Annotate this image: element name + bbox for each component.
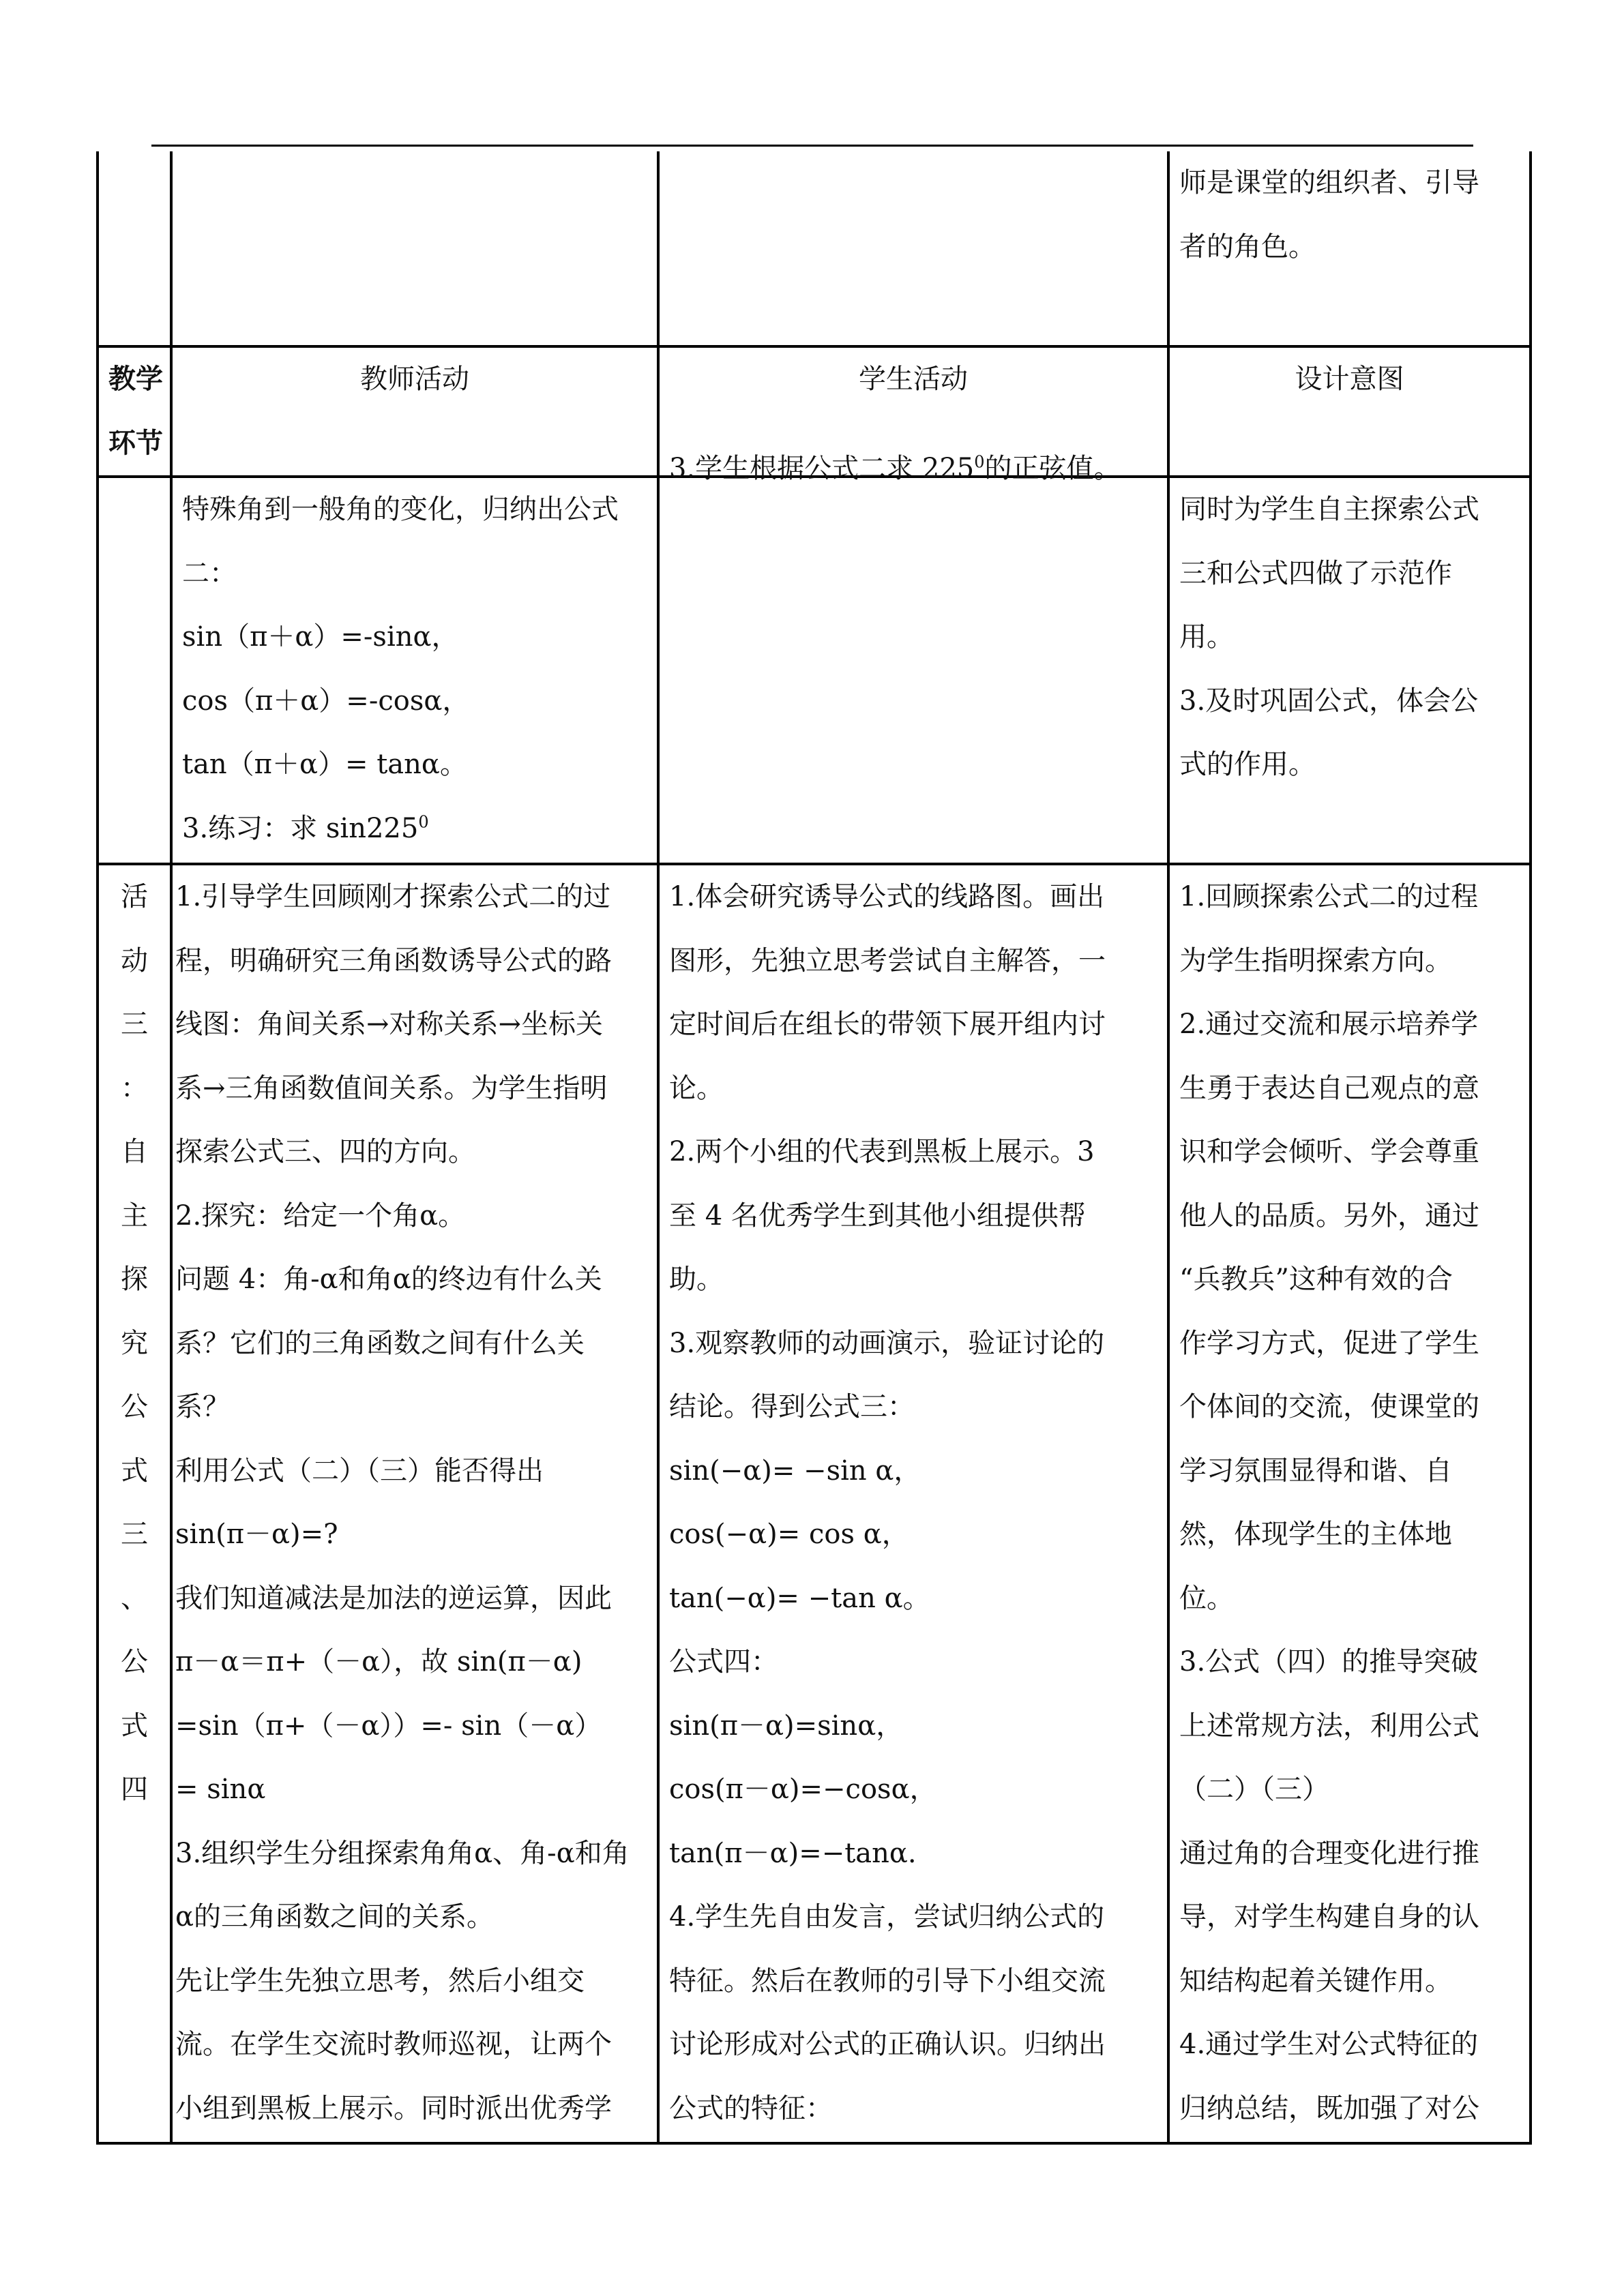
header-student-activity: 学生活动 (658, 346, 1168, 477)
section-cell-activity-three (98, 864, 171, 2143)
degree-superscript: 0 (974, 452, 985, 472)
text-line: 作学习方式，促进了学生 (1179, 1327, 1479, 1359)
text-line: 通过角的合理变化进行推 (1179, 1837, 1479, 1869)
section-char: 动 (121, 944, 148, 976)
section-char: ： (121, 1072, 148, 1104)
section-char: 公 (121, 1646, 148, 1678)
text-line: 3.及时巩固公式，体会公 (1179, 685, 1479, 717)
text-line: 位。 (1179, 1582, 1234, 1614)
text-line: 三和公式四做了示范作 (1179, 557, 1452, 589)
text-line: 论。 (669, 1072, 724, 1104)
student-cell-continued (658, 151, 1168, 346)
header-section-line: 环节 (108, 427, 163, 459)
text-line: 二： (182, 557, 237, 589)
text-line: 然，体现学生的主体地 (1179, 1519, 1452, 1550)
text-line: cos(π－α)=−cosα， (669, 1774, 937, 1805)
text-line: “兵教兵”这种有效的合 (1179, 1264, 1453, 1295)
text-line: 先让学生先独立思考，然后小组交 (175, 1965, 585, 1997)
teacher-cell-activity-three (171, 864, 658, 2143)
text-line: 3.观察教师的动画演示，验证讨论的 (669, 1327, 1105, 1359)
text-line: 系？ (175, 1391, 230, 1422)
section-char: 探 (121, 1264, 148, 1295)
text-line: 讨论形成对公式的正确认识。归纳出 (669, 2029, 1106, 2060)
section-char: 三 (121, 1519, 148, 1550)
text-line: 线图：角间关系→对称关系→坐标关 (175, 1009, 604, 1040)
text-line: 式的作用。 (1179, 749, 1316, 780)
text-line: 上述常规方法，利用公式 (1179, 1710, 1479, 1742)
section-char: 、 (121, 1582, 148, 1614)
text-line: 1.引导学生回顾刚才探索公式二的过 (175, 881, 611, 912)
text-line: 结论。得到公式三： (669, 1391, 915, 1422)
row-activity-three (98, 864, 1531, 2143)
text-line (182, 797, 647, 861)
text-line: 师是课堂的组织者、引导 (1179, 167, 1479, 198)
text-line: 4.学生先自由发言，尝试归纳公式的 (669, 1901, 1105, 1933)
header-section (98, 346, 171, 477)
text-line: π－α＝π+（－α），故 sin(π－α) (175, 1646, 582, 1678)
section-char: 式 (121, 1455, 148, 1487)
text-line: 小组到黑板上展示。同时派出优秀学 (175, 2092, 612, 2124)
text-line: 定时间后在组长的带领下展开组内讨 (669, 1009, 1106, 1040)
text-line: tan(−α)= −tan α。 (669, 1582, 930, 1614)
header-teacher-activity: 教师活动 (171, 346, 658, 477)
text-line: 个体间的交流，使课堂的 (1179, 1391, 1479, 1422)
text-line: 3.组织学生分组探索角角α、角-α和角 (175, 1837, 630, 1869)
text-line: sin(π－α)=sinα， (669, 1710, 904, 1742)
section-cell-formula-two (98, 477, 171, 864)
section-char: 三 (121, 1009, 148, 1040)
section-char: 究 (121, 1327, 148, 1359)
text-line: 同时为学生自主探索公式 (1179, 494, 1479, 525)
student-exercise-tail: 的正弦值。 (984, 453, 1121, 484)
text-line: 4.通过学生对公式特征的 (1179, 2029, 1479, 2060)
text-line: 1.体会研究诱导公式的线路图。画出 (669, 881, 1105, 912)
text-line: 归纳总结，既加强了对公 (1179, 2092, 1479, 2124)
section-char: 式 (121, 1710, 148, 1742)
text-line: 我们知道减法是加法的逆运算，因此 (175, 1582, 612, 1614)
text-line: 流。在学生交流时教师巡视，让两个 (175, 2029, 612, 2060)
text-line: 他人的品质。另外，通过 (1179, 1199, 1479, 1232)
intent-cell-formula-two (1168, 477, 1531, 864)
header-design-intent: 设计意图 (1168, 346, 1531, 477)
text-line: tan(π－α)=−tanα. (669, 1837, 917, 1869)
text-line: sin(−α)= −sin α， (669, 1455, 921, 1487)
section-char: 活 (121, 881, 148, 912)
degree-superscript: 0 (418, 812, 429, 832)
student-cell-activity-three (658, 864, 1168, 2143)
text-line: 导，对学生构建自身的认 (1179, 1901, 1479, 1933)
text-line: 公式四： (669, 1646, 778, 1678)
text-line: 特征。然后在教师的引导下小组交流 (669, 1965, 1106, 1997)
section-cell-continued (98, 151, 171, 346)
section-char: 自 (121, 1136, 148, 1167)
text-line: 者的角色。 (1179, 230, 1316, 263)
text-line: 2.通过交流和展示培养学 (1179, 1009, 1479, 1040)
text-line: cos（π＋α）=-cosα， (182, 685, 470, 717)
lesson-plan-table (96, 151, 1532, 2145)
section-char: 公 (121, 1391, 148, 1422)
text-line: 程，明确研究三角函数诱导公式的路 (175, 944, 612, 976)
text-line: 探索公式三、四的方向。 (175, 1136, 475, 1167)
text-line: 问题 4：角-α和角α的终边有什么关 (175, 1264, 602, 1295)
header-rule (151, 145, 1473, 147)
text-line: 用。 (1179, 621, 1234, 653)
continued-row (98, 151, 1531, 346)
text-line: 为学生指明探索方向。 (1179, 944, 1452, 976)
text-line: 1.回顾探索公式二的过程 (1179, 881, 1479, 912)
text-line: =sin（π+（－α））=- sin（－α） (175, 1710, 602, 1742)
text-line: 公式的特征： (669, 2092, 833, 2124)
text-line: 知结构起着关键作用。 (1179, 1965, 1452, 1997)
text-line: 识和学会倾听、学会尊重 (1179, 1136, 1479, 1167)
text-line: cos(−α)= cos α， (669, 1519, 909, 1550)
section-char: 四 (121, 1774, 148, 1805)
intent-cell-continued (1168, 151, 1531, 346)
text-line: 系？它们的三角函数之间有什么关 (175, 1327, 585, 1359)
text-line (669, 437, 1157, 501)
text-line: = sinα (175, 1774, 266, 1805)
text-line: 生勇于表达自己观点的意 (1179, 1072, 1479, 1104)
row-formula-two (98, 477, 1531, 864)
text-line: 3.公式（四）的推导突破 (1179, 1646, 1479, 1678)
text-line: 利用公式（二）（三）能否得出 (175, 1455, 544, 1487)
teacher-cell-formula-two (171, 477, 658, 864)
student-cell-formula-two (658, 452, 1168, 864)
text-line: 2.探究：给定一个角α。 (175, 1199, 466, 1232)
text-line: 助。 (669, 1264, 724, 1295)
text-line: 2.两个小组的代表到黑板上展示。3 (669, 1136, 1095, 1167)
teacher-cell-continued (171, 151, 658, 346)
text-line: （二）（三） (1179, 1774, 1329, 1805)
exercise-text: 3.练习：求 sin225 (182, 812, 419, 844)
intent-cell-activity-three (1168, 864, 1531, 2143)
text-line: 图形，先独立思考尝试自主解答，一 (669, 944, 1106, 976)
text-line: sin（π＋α）=-sinα， (182, 621, 459, 653)
text-line: 系→三角函数值间关系。为学生指明 (175, 1072, 608, 1104)
text-line: 学习氛围显得和谐、自 (1179, 1455, 1452, 1487)
text-line: 特殊角到一般角的变化，归纳出公式 (182, 494, 619, 525)
header-section-line: 教学 (108, 363, 163, 395)
text-line: tan（π＋α）= tanα。 (182, 749, 467, 780)
section-char: 主 (121, 1199, 148, 1232)
text-line: sin(π－α)=? (175, 1519, 338, 1550)
text-line: α的三角函数之间的关系。 (175, 1901, 494, 1933)
student-exercise-text: 3.学生根据公式二求 225 (669, 453, 975, 484)
text-line: 至 4 名优秀学生到其他小组提供帮 (669, 1199, 1086, 1232)
